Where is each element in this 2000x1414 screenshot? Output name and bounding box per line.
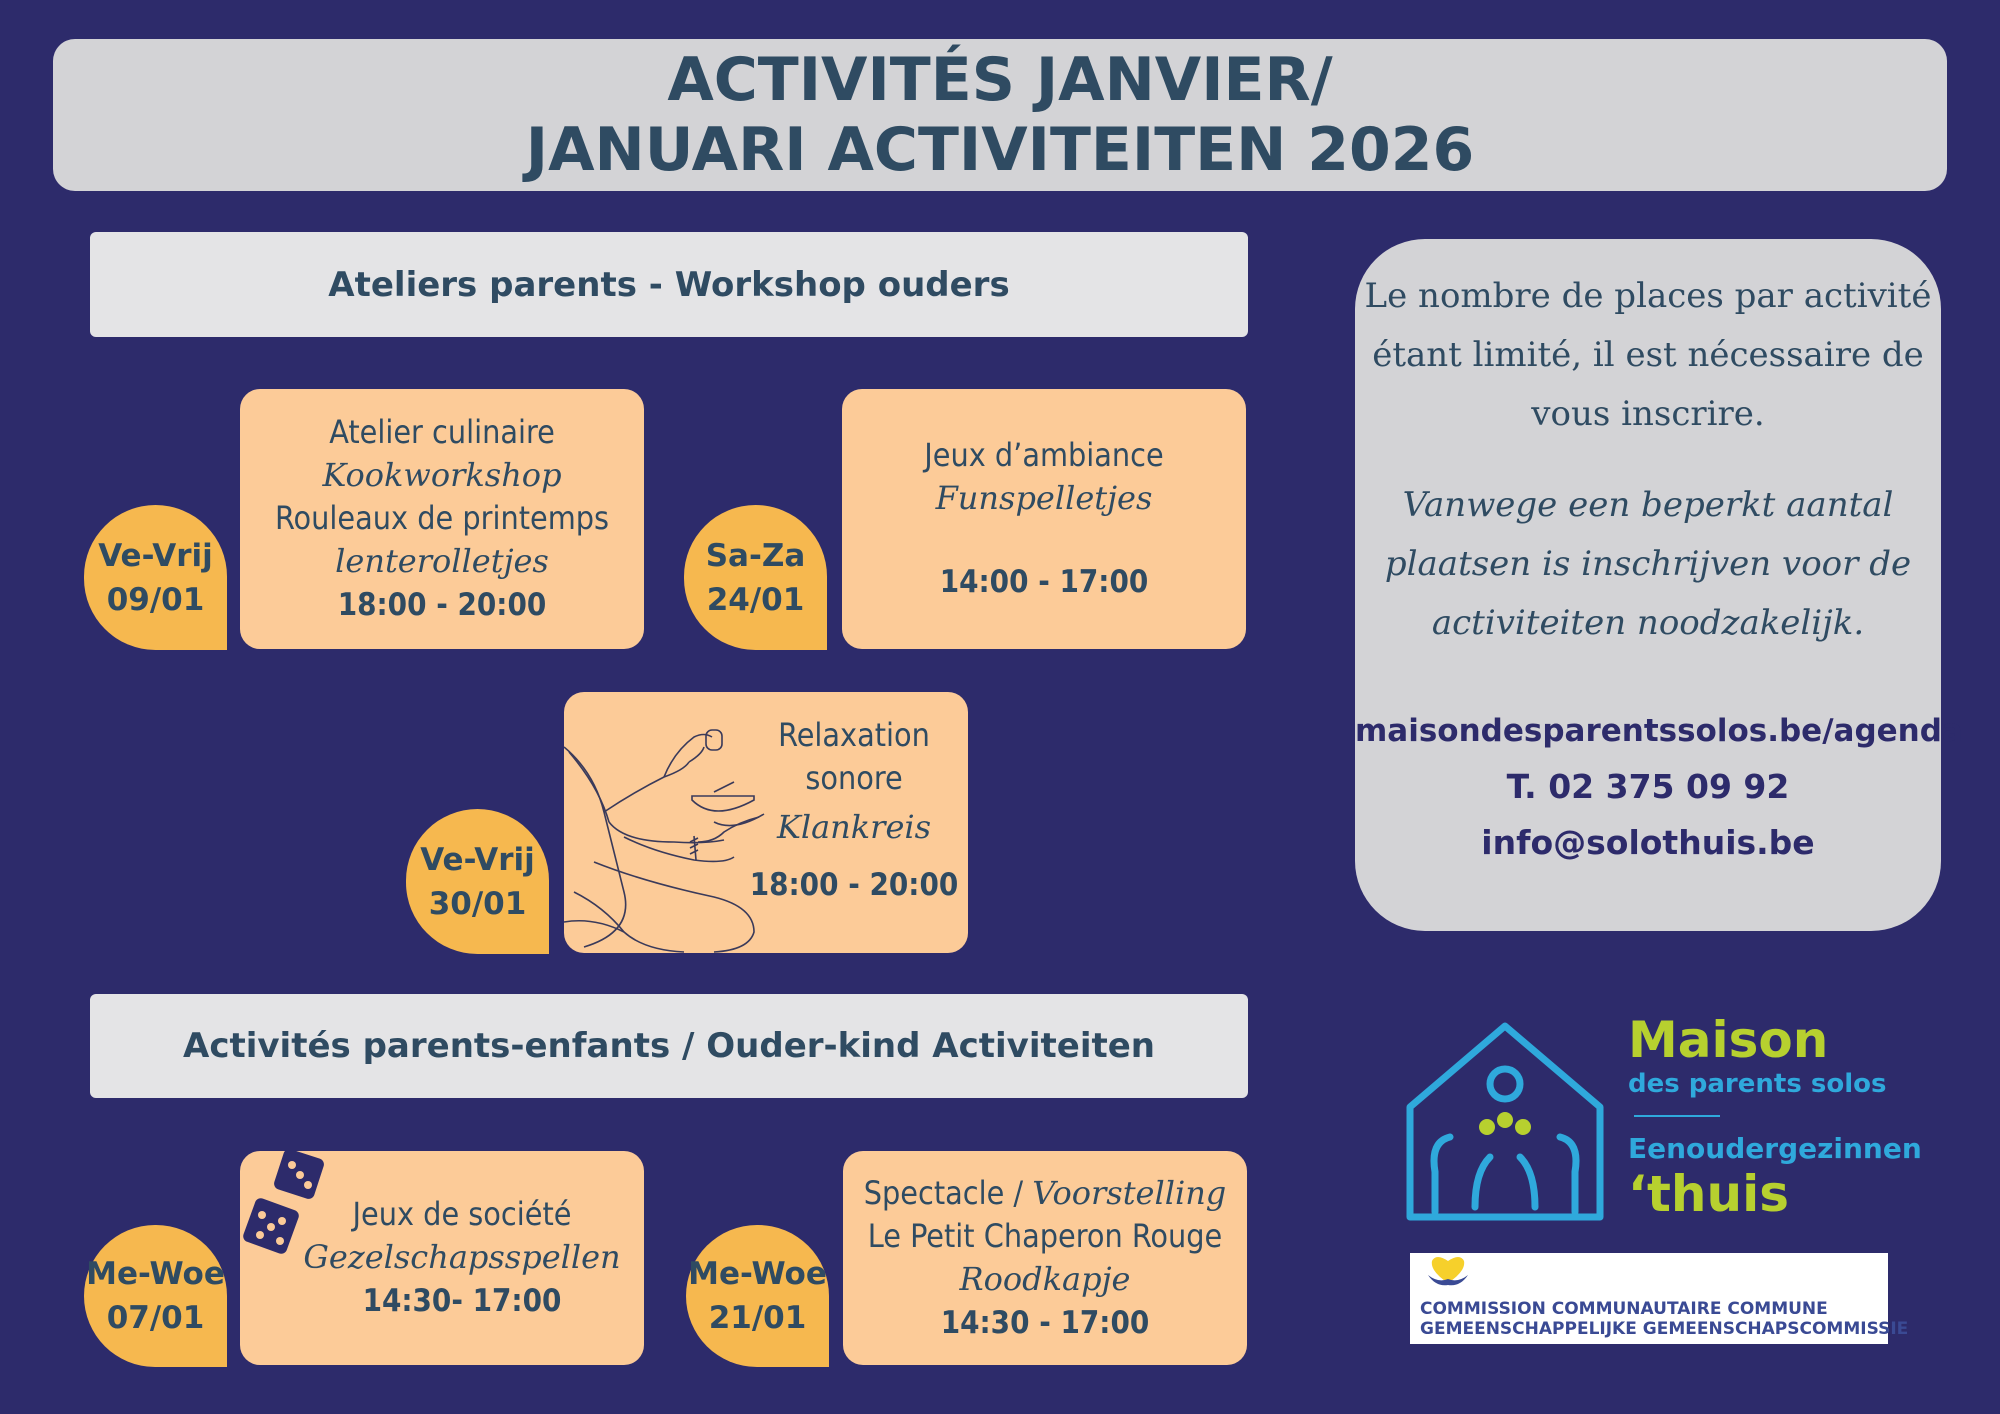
info-nl-text (1355, 476, 1941, 653)
date-bubble-jeux-ambiance (684, 505, 827, 650)
logo-fr: des parents solos (1628, 1069, 1887, 1099)
event-time: 18:00 - 20:00 (337, 587, 547, 623)
event-title-nl: Klankreis (776, 808, 932, 846)
date-bubble-spectacle (686, 1225, 829, 1367)
event-title-fr: Jeux de société (352, 1195, 572, 1233)
event-subtitle-nl: lenterolletjes (335, 542, 549, 580)
logo-text (1628, 1011, 1922, 1223)
website-link[interactable]: maisondesparentssolos.be/agenda (1355, 713, 1963, 749)
date-label: 24/01 (706, 581, 805, 618)
event-card-atelier-culinaire (240, 389, 644, 649)
event-title-nl: Gezelschapsspellen (303, 1238, 621, 1276)
event-title-line (864, 1172, 1227, 1215)
logo-divider (1634, 1115, 1720, 1117)
logo-nl: Eenoudergezinnen (1628, 1132, 1922, 1165)
date-label: 21/01 (708, 1300, 807, 1336)
commission-line-1: COMMISSION COMMUNAUTAIRE COMMUNE (1420, 1299, 1828, 1319)
date-bubble-relaxation (406, 809, 549, 954)
dice-icon (242, 1151, 326, 1271)
commission-logo (1410, 1253, 1909, 1344)
event-subtitle-nl: Roodkapje (959, 1259, 1131, 1298)
event-time: 18:00 - 20:00 (749, 867, 959, 903)
date-label: 30/01 (428, 885, 527, 922)
event-title-nl: Kookworkshop (322, 456, 562, 494)
event-title-fr: Relaxation (778, 716, 930, 754)
relaxation-text (744, 714, 964, 907)
event-subtitle-fr: Le Petit Chaperon Rouge (867, 1216, 1223, 1255)
day-label: Me-Woe (688, 1256, 827, 1292)
event-card-jeux-ambiance (842, 389, 1246, 649)
logo-maison: Maison (1628, 1011, 1829, 1069)
event-title-fr: Atelier culinaire (329, 413, 555, 451)
event-subtitle-fr: Rouleaux de printemps (274, 499, 610, 537)
date-label: 09/01 (106, 581, 205, 618)
info-nl-line: plaatsen is inschrijven voor de (1384, 544, 1912, 584)
title-line-1: ACTIVITÉS JANVIER/ (667, 45, 1333, 115)
event-title-nl: Funspelletjes (935, 479, 1153, 517)
phone-number[interactable]: T. 02 375 09 92 (1506, 767, 1790, 806)
info-fr-line: étant limité, il est nécessaire de (1372, 335, 1924, 375)
event-title-fr-2: sonore (805, 759, 903, 797)
logo-thuis: ‘thuis (1628, 1165, 1789, 1223)
house-logo-icon (1405, 1022, 1605, 1222)
section-header-activites: Activités parents-enfants / Ouder-kind Activiteiten (90, 994, 1248, 1098)
date-bubble-atelier-culinaire (84, 505, 227, 650)
date-bubble-jeux-societe (84, 1225, 227, 1367)
day-label: Sa-Za (705, 537, 806, 574)
event-time: 14:30- 17:00 (362, 1283, 562, 1319)
info-fr-text (1355, 267, 1941, 444)
day-label: Me-Woe (86, 1256, 225, 1292)
contact-info (1355, 703, 1963, 871)
commission-heart-icon (1426, 1253, 1470, 1287)
event-title-fr: Jeux d’ambiance (924, 436, 1164, 474)
info-fr-line: Le nombre de places par activité (1364, 276, 1932, 316)
info-fr-line: vous inscrire. (1531, 394, 1765, 434)
commission-line-2: GEMEENSCHAPPELIJKE GEMEENSCHAPSCOMMISSIE (1420, 1319, 1909, 1339)
event-title-fr: Spectacle / (863, 1173, 1033, 1212)
info-nl-line: activiteiten noodzakelijk. (1431, 603, 1865, 643)
info-panel (1355, 239, 1963, 931)
event-time: 14:00 - 17:00 (939, 564, 1149, 600)
event-card-jeux-societe (240, 1151, 644, 1365)
event-title-nl: Voorstelling (1032, 1173, 1227, 1212)
jeux-societe-text (303, 1193, 620, 1323)
event-card-relaxation (564, 692, 968, 953)
email-link[interactable]: info@solothuis.be (1481, 823, 1815, 862)
title-line-2: JANUARI ACTIVITEITEN 2026 (525, 115, 1475, 185)
date-label: 07/01 (106, 1300, 205, 1336)
event-time: 14:30 - 17:00 (940, 1304, 1150, 1341)
info-nl-line: Vanwege een beperkt aantal (1402, 485, 1894, 525)
section-header-ateliers: Ateliers parents - Workshop ouders (90, 232, 1248, 337)
day-label: Ve-Vrij (98, 537, 213, 574)
title-banner (53, 39, 1947, 191)
day-label: Ve-Vrij (420, 841, 535, 878)
event-card-spectacle (843, 1151, 1247, 1365)
